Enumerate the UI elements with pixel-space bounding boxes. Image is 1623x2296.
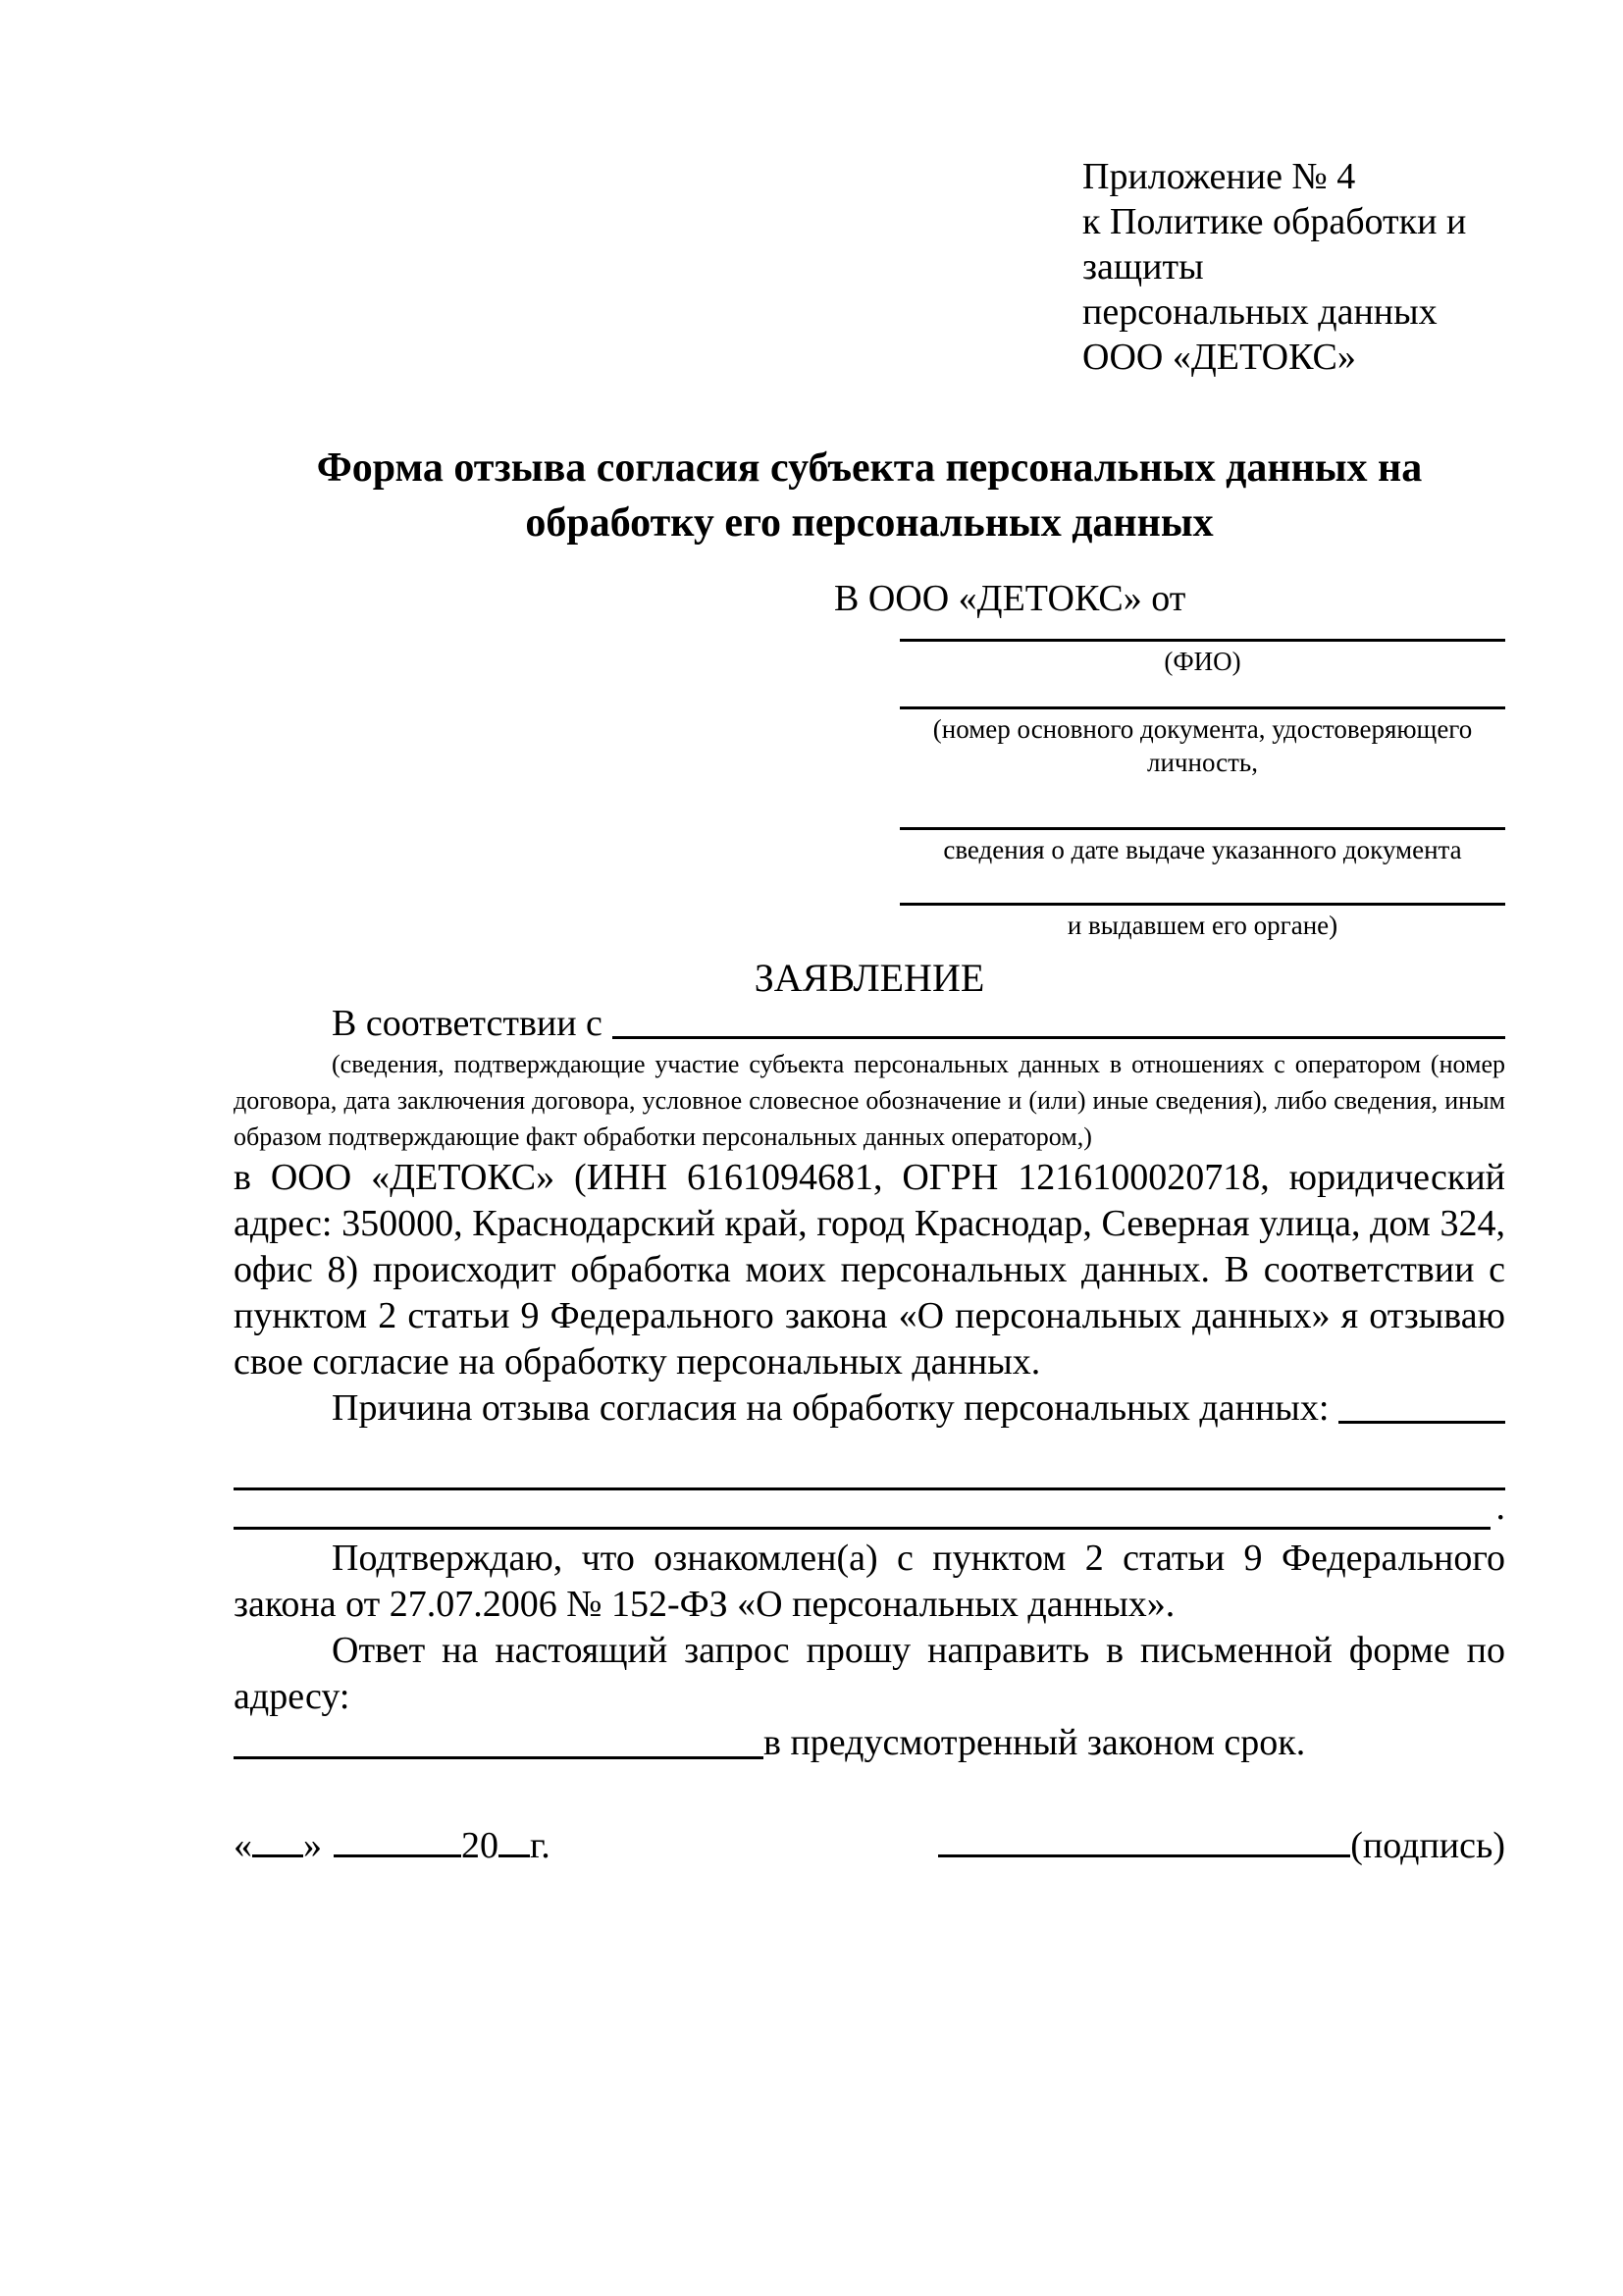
month-blank-line <box>334 1854 461 1857</box>
field-row <box>900 779 1505 866</box>
year-prefix: 20 <box>461 1825 498 1866</box>
appendix-line: персональных данных <box>1082 291 1438 333</box>
blank-line <box>234 1490 1491 1530</box>
reason-row <box>234 1385 1505 1431</box>
year-suffix: г. <box>530 1825 550 1866</box>
recipient-fields <box>900 622 1505 942</box>
blank-line-terminator: . <box>1495 1487 1505 1528</box>
issue-date-blank-line <box>900 779 1505 830</box>
document-title: Форма отзыва согласия субъекта персональных данных на обработку его персональных данных <box>316 445 1423 546</box>
document-number-blank-line <box>900 678 1505 709</box>
address-blank-line <box>234 1720 763 1759</box>
field-row <box>900 622 1505 678</box>
signature-group <box>938 1823 1505 1869</box>
statement-heading: ЗАЯВЛЕНИЕ <box>754 956 985 1000</box>
day-blank-line <box>252 1854 303 1857</box>
statement-body: в ООО «ДЕТОКС» (ИНН 6161094681, ОГРН 1216100020718, юридический адрес: 350000, Краснодарский край, город Краснодар, Северная улица, дом 324, офис 8) происходит обработка моих персональных данных. В соответствии с пунктом 2 статьи 9 Федерального закона «О персональных данных» я отзываю свое согласие на обработку персональных данных. <box>234 1157 1505 1383</box>
accordance-blank-line <box>612 1001 1505 1039</box>
reason-blank-row-end <box>234 1487 1505 1530</box>
reason-lead: Причина отзыва согласия на обработку персональных данных: <box>332 1387 1330 1429</box>
reply-lead-line: Ответ на настоящий запрос прошу направить в письменной форме по адресу: <box>234 1630 1505 1717</box>
reply-tail: в предусмотренный законом срок. <box>763 1722 1306 1763</box>
field-label: (ФИО) <box>1164 647 1241 676</box>
field-label: и выдавшем его органе) <box>1067 911 1338 940</box>
close-quote: » <box>303 1825 322 1866</box>
accordance-lead: В соответствии с <box>332 1003 602 1044</box>
appendix-line: Приложение № 4 <box>1082 156 1356 197</box>
signature-label: (подпись) <box>1350 1825 1505 1866</box>
issuing-authority-blank-line <box>900 866 1505 906</box>
reply-address-row <box>234 1720 1505 1766</box>
field-label: сведения о дате выдаче указанного документа <box>943 835 1462 864</box>
appendix-header <box>1082 154 1505 380</box>
confirmation-paragraph: Подтверждаю, что ознакомлен(а) с пунктом 2 статьи 9 Федерального закона от 27.07.2006 № 152-ФЗ «О персональных данных». <box>234 1538 1505 1625</box>
accordance-note: (сведения, подтверждающие участие субъекта персональных данных в отношениях с оператором (номер договора, дата заключения договора, условное словесное обозначение и (или) иные сведения), либо сведения, иным образом подтверждающие факт обработки персональных данных оператором,) <box>234 1050 1505 1151</box>
recipient-block <box>234 576 1505 942</box>
appendix-line: к Политике обработки и защиты <box>1082 201 1467 287</box>
date-group <box>234 1823 550 1869</box>
recipient-to-line: В ООО «ДЕТОКС» от <box>834 578 1186 619</box>
appendix-line: ООО «ДЕТОКС» <box>1082 337 1356 378</box>
reason-blank-line <box>1338 1385 1505 1424</box>
field-row <box>900 866 1505 942</box>
year-blank-line <box>498 1854 530 1857</box>
signoff-row <box>234 1823 1505 1869</box>
fio-blank-line <box>900 622 1505 642</box>
signature-blank-line <box>938 1854 1350 1857</box>
blank-line <box>234 1444 1505 1490</box>
field-row <box>900 678 1505 779</box>
open-quote: « <box>234 1825 252 1866</box>
field-label: (номер основного документа, удостоверяющего личность, <box>932 714 1473 777</box>
accordance-row <box>234 1001 1505 1046</box>
reason-blank-row <box>234 1444 1505 1490</box>
